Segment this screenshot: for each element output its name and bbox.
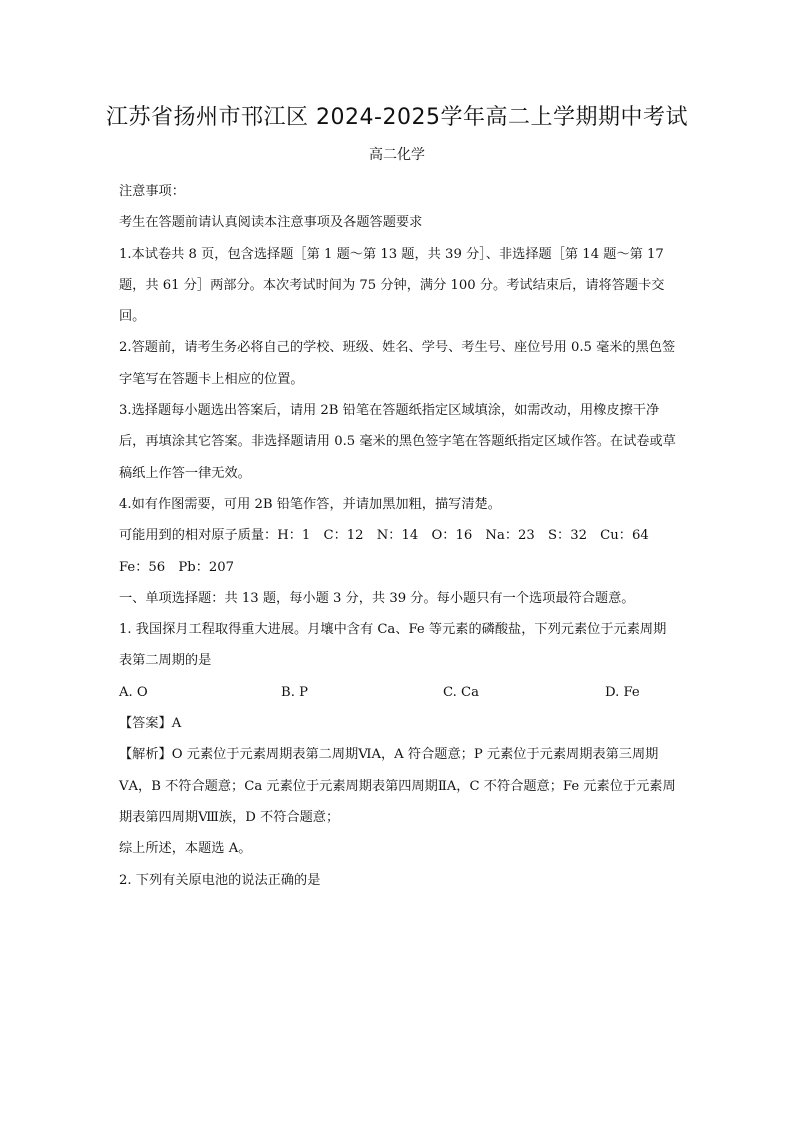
notice-item-4: 4.如有作图需要，可用 2B 铅笔作答，并请加黑加粗，描写清楚。 — [119, 496, 501, 512]
option-a: A. O — [119, 684, 148, 700]
question-1-answer — [119, 708, 679, 739]
page-subtitle: 高二化学 — [369, 147, 425, 163]
question-1-stem: 1. 我国探月工程取得重大进展。月壤中含有 Ca、Fe 等元素的磷酸盐，下列元素位于元素周期表第二周期的是 — [119, 622, 667, 669]
question-1-analysis — [119, 739, 679, 833]
question-2-stem: 2. 下列有关原电池的说法正确的是 — [119, 872, 321, 888]
atomic-masses: 可能用到的相对原子质量：H：1 C：12 N：14 O：16 Na：23 S：32 Cu：64 Fe：56 Pb：207 — [119, 528, 662, 575]
notice-item-1: 1.本试卷共 8 页，包含选择题［第 1 题～第 13 题，共 39 分］、非选择题［第 14 题～第 17 题，共 61 分］两部分。本次考试时间为 75 分钟，满分 100 分。考试结束后，请将答题卡交回。 — [119, 246, 665, 325]
notice-item-2: 2.答题前，请考生务必将自己的学校、班级、姓名、学号、考生号、座位号用 0.5 毫米的黑色签字笔写在答题卡上相应的位置。 — [119, 340, 676, 387]
page-title: 江苏省扬州市邗江区 2024-2025学年高二上学期期中考试 — [106, 105, 688, 130]
section-heading: 一、单项选择题：共 13 题，每小题 3 分，共 39 分。每小题只有一个选项最符合题意。 — [119, 590, 635, 606]
document-body — [119, 176, 679, 896]
answer-value: A — [171, 716, 182, 732]
notice-heading: 注意事项： — [119, 184, 185, 199]
notice-intro: 考生在答题前请认真阅读本注意事项及各题答题要求 — [119, 215, 423, 231]
analysis-text: O 元素位于元素周期表第二周期ⅥA，A 符合题意；P 元素位于元素周期表第三周期ⅤA，B 不符合题意；Ca 元素位于元素周期表第四周期ⅡA，C 不符合题意；Fe 元素位于元素周期表第四周期Ⅷ族，D 不符合题意； — [119, 747, 676, 825]
analysis-label: 【解析】 — [119, 747, 172, 763]
notice-item-3: 3.选择题每小题选出答案后，请用 2B 铅笔在答题纸指定区域填涂，如需改动，用橡皮擦干净后，再填涂其它答案。非选择题请用 0.5 毫米的黑色签字笔在答题纸指定区域作答。在试卷或草稿纸上作答一律无效。 — [119, 403, 676, 481]
answer-label: 【答案】 — [119, 716, 172, 732]
option-c: C. Ca — [443, 684, 479, 700]
question-1-options — [119, 677, 679, 708]
option-b: B. P — [281, 684, 308, 700]
question-1-summary: 综上所述，本题选 A。 — [119, 841, 252, 857]
option-d: D. Fe — [605, 684, 640, 700]
